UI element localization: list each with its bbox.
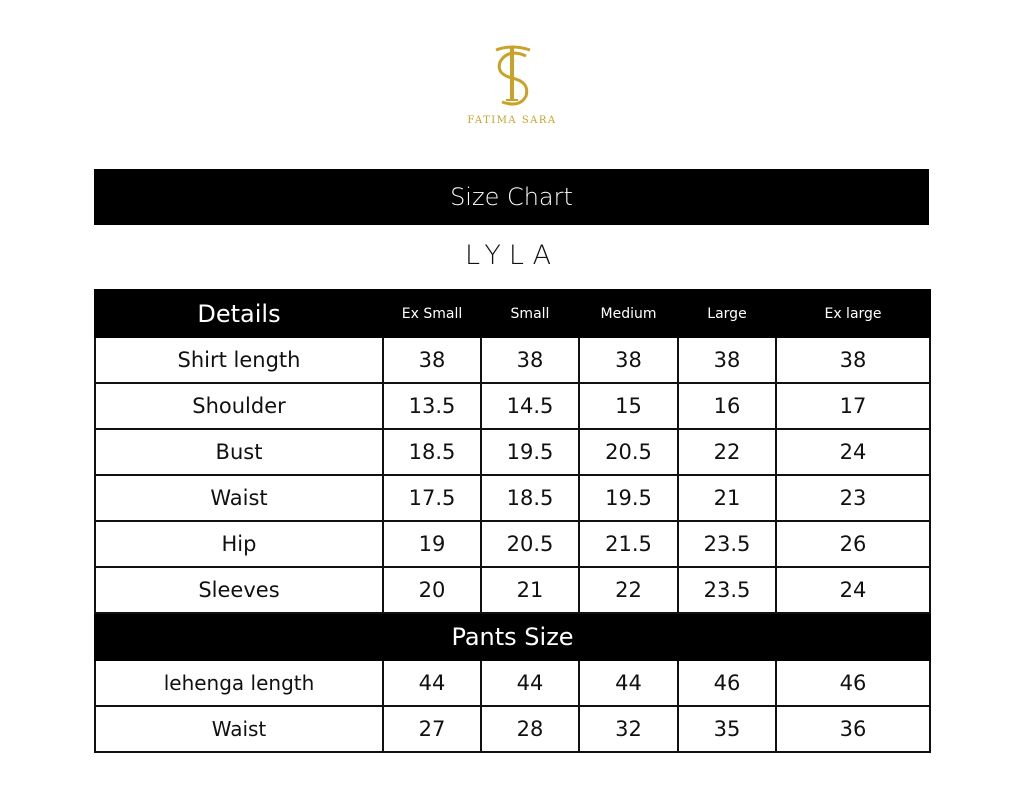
cell-value: 38 [579, 337, 678, 383]
cell-value: 27 [383, 706, 481, 752]
cell-value: 44 [383, 660, 481, 706]
cell-value: 44 [481, 660, 579, 706]
cell-value: 23.5 [678, 521, 776, 567]
cell-value: 17.5 [383, 475, 481, 521]
cell-value: 14.5 [481, 383, 579, 429]
header-large: Large [678, 290, 776, 337]
cell-value: 16 [678, 383, 776, 429]
table-row [95, 521, 930, 567]
cell-value: 28 [481, 706, 579, 752]
cell-value: 21.5 [579, 521, 678, 567]
cell-value: 44 [579, 660, 678, 706]
table-row [95, 706, 930, 752]
cell-value: 38 [678, 337, 776, 383]
header-details: Details [95, 290, 383, 337]
table-row [95, 475, 930, 521]
table-header-row [95, 290, 930, 337]
brand-logo [462, 40, 562, 132]
cell-value: 15 [579, 383, 678, 429]
table-row [95, 429, 930, 475]
cell-value: 19.5 [579, 475, 678, 521]
cell-value: 21 [481, 567, 579, 613]
cell-value: 32 [579, 706, 678, 752]
pants-size-section-header [95, 613, 930, 660]
size-chart-table [94, 289, 931, 753]
table-row [95, 567, 930, 613]
table-row [95, 383, 930, 429]
size-chart-banner [94, 169, 929, 225]
header-small: Small [481, 290, 579, 337]
cell-value: 23.5 [678, 567, 776, 613]
row-label: Shoulder [95, 383, 383, 429]
row-label: lehenga length [95, 660, 383, 706]
cell-value: 24 [776, 567, 930, 613]
brand-name: FATIMA SARA [467, 115, 557, 126]
row-label: Bust [95, 429, 383, 475]
cell-value: 13.5 [383, 383, 481, 429]
row-label: Shirt length [95, 337, 383, 383]
header-ex-small: Ex Small [383, 290, 481, 337]
cell-value: 17 [776, 383, 930, 429]
row-label: Sleeves [95, 567, 383, 613]
cell-value: 20 [383, 567, 481, 613]
cell-value: 22 [678, 429, 776, 475]
cell-value: 19.5 [481, 429, 579, 475]
cell-value: 36 [776, 706, 930, 752]
cell-value: 24 [776, 429, 930, 475]
cell-value: 21 [678, 475, 776, 521]
cell-value: 19 [383, 521, 481, 567]
row-label: Hip [95, 521, 383, 567]
row-label: Waist [95, 706, 383, 752]
cell-value: 46 [678, 660, 776, 706]
monogram-icon [482, 40, 542, 112]
cell-value: 18.5 [383, 429, 481, 475]
cell-value: 38 [481, 337, 579, 383]
cell-value: 18.5 [481, 475, 579, 521]
cell-value: 38 [383, 337, 481, 383]
cell-value: 20.5 [579, 429, 678, 475]
product-name: LYLA [464, 240, 560, 271]
cell-value: 46 [776, 660, 930, 706]
row-label: Waist [95, 475, 383, 521]
cell-value: 22 [579, 567, 678, 613]
cell-value: 26 [776, 521, 930, 567]
header-ex-large: Ex large [776, 290, 930, 337]
cell-value: 20.5 [481, 521, 579, 567]
cell-value: 23 [776, 475, 930, 521]
table-row [95, 660, 930, 706]
pants-section-title: Pants Size [95, 613, 930, 660]
cell-value: 35 [678, 706, 776, 752]
banner-title: Size Chart [450, 183, 573, 211]
cell-value: 38 [776, 337, 930, 383]
header-medium: Medium [579, 290, 678, 337]
table-row [95, 337, 930, 383]
